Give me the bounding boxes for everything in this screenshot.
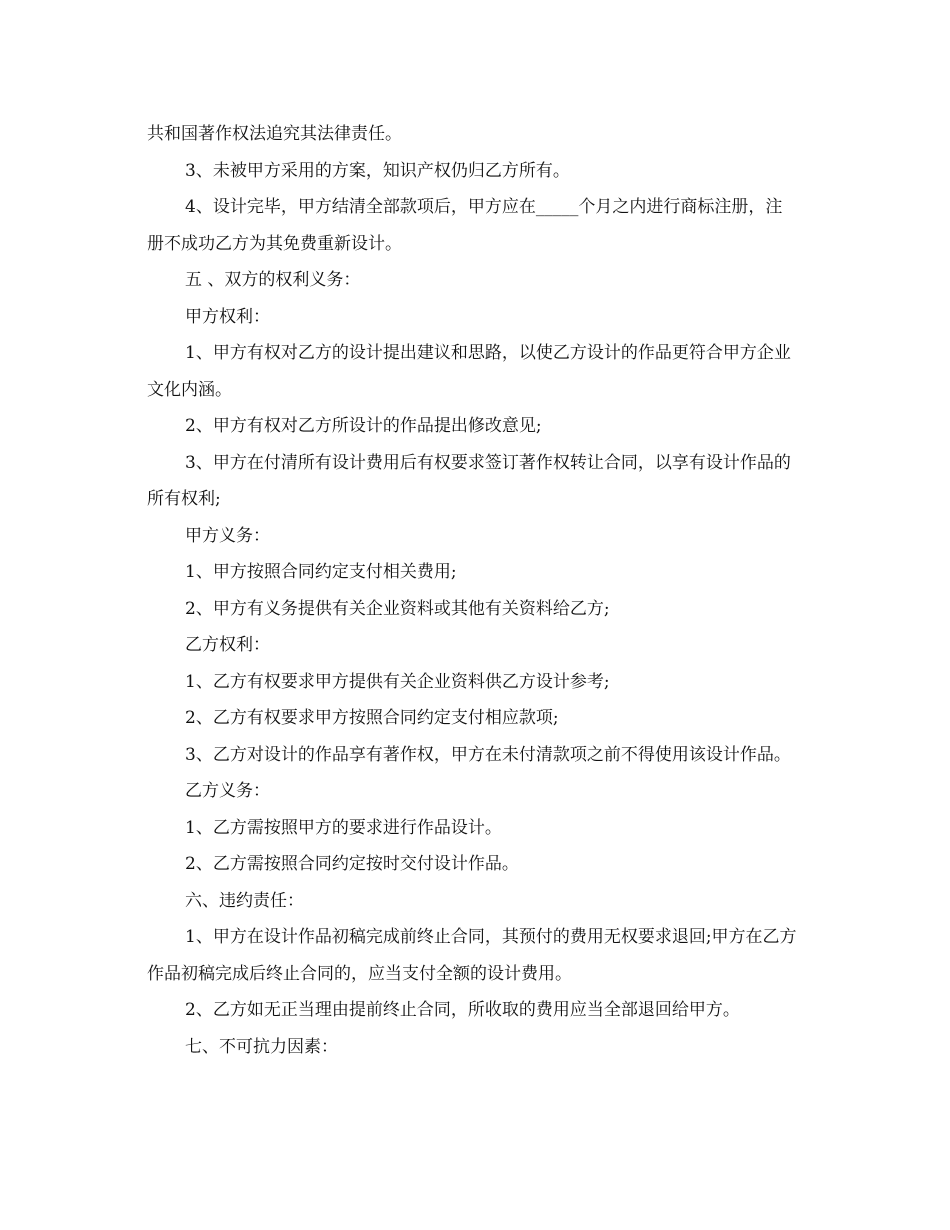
paragraph-party-b-obligation-1: 1、乙方需按照甲方的要求进行作品设计。 — [185, 817, 502, 838]
paragraph-party-a-obligation-2: 2、甲方有义务提供有关企业资料或其他有关资料给乙方; — [185, 598, 610, 619]
paragraph-clause-3-unadopted-proposals: 3、未被甲方采用的方案，知识产权仍归乙方所有。 — [185, 160, 570, 181]
paragraph-party-a-right-1: 1、甲方有权对乙方的设计提出建议和思路，以使乙方设计的作品更符合甲方企业文化内涵。 — [147, 343, 791, 400]
paragraph-party-b-obligation-2: 2、乙方需按照合同约定按时交付设计作品。 — [185, 854, 519, 874]
subheading-party-a-rights: 甲方权利： — [185, 306, 270, 327]
paragraph-clause-4-trademark-registration: 4、设计完毕，甲方结清全部款项后，甲方应在_____个月之内进行商标注册，注册不成功乙方为其免费重新设计。 — [147, 197, 783, 254]
subheading-party-b-rights: 乙方权利： — [185, 635, 270, 655]
subheading-party-b-obligations: 乙方义务： — [185, 781, 270, 801]
section-heading-force-majeure: 七、不可抗力因素： — [185, 1036, 338, 1057]
paragraph-party-b-right-2: 2、乙方有权要求甲方按照合同约定支付相应款项; — [185, 708, 559, 728]
paragraph-party-a-obligation-1: 1、甲方按照合同约定支付相关费用; — [185, 562, 457, 582]
subheading-party-a-obligations: 甲方义务： — [185, 525, 270, 546]
paragraph-party-a-right-3: 3、甲方在付清所有设计费用后有权要求签订著作权转让合同，以享有设计作品的所有权利; — [147, 452, 791, 509]
section-heading-breach-liability: 六、违约责任： — [185, 890, 304, 911]
paragraph-party-b-right-1: 1、乙方有权要求甲方提供有关企业资料供乙方设计参考; — [185, 671, 610, 692]
paragraph-breach-clause-1: 1、甲方在设计作品初稿完成前终止合同，其预付的费用无权要求退回;甲方在乙方作品初稿完成后终止合同的，应当支付全额的设计费用。 — [147, 927, 797, 984]
document-body — [147, 116, 797, 1065]
paragraph-party-b-right-3: 3、乙方对设计的作品享有著作权，甲方在未付清款项之前不得使用该设计作品。 — [185, 744, 791, 765]
paragraph-continuation: 共和国著作权法追究其法律责任。 — [147, 124, 402, 144]
paragraph-breach-clause-2: 2、乙方如无正当理由提前终止合同，所收取的费用应当全部退回给甲方。 — [185, 1000, 740, 1020]
paragraph-party-a-right-2: 2、甲方有权对乙方所设计的作品提出修改意见; — [185, 416, 542, 436]
section-heading-rights-obligations: 五 、双方的权利义务： — [185, 270, 361, 290]
